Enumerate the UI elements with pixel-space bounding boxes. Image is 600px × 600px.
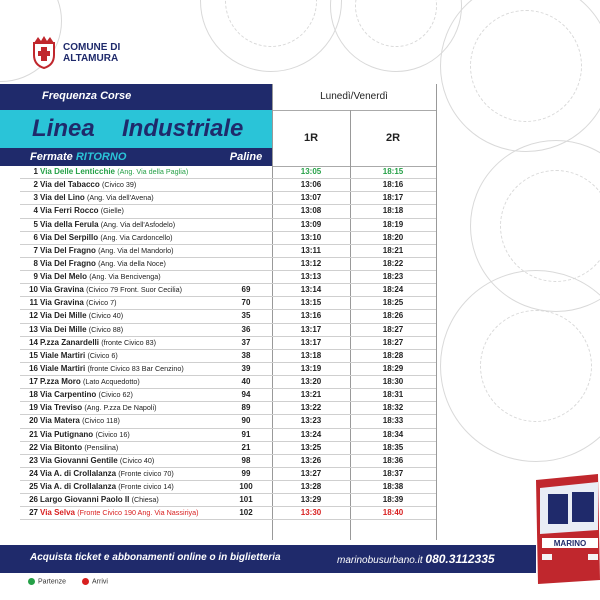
stop-street: Via Carpentino (40, 390, 97, 400)
stop-detail: (Ang. Via Cardoncello) (100, 232, 173, 242)
table-row (20, 284, 436, 297)
table-row (20, 232, 436, 245)
table-row (20, 455, 436, 468)
stop-number: 8 (33, 258, 38, 268)
stop-number: 23 (29, 455, 38, 465)
table-row (20, 494, 436, 507)
stop-street: Via Ferri Rocco (40, 206, 99, 216)
time-run-1: 13:08 (300, 206, 322, 216)
time-run-2: 18:32 (382, 403, 404, 413)
pole-number: 35 (241, 311, 251, 321)
decorative-rosette (470, 10, 582, 122)
time-run-1: 13:19 (300, 363, 322, 373)
time-run-2: 18:40 (382, 508, 404, 518)
stop-detail: (Ang. Via dell'Avena) (86, 193, 154, 203)
time-run-1: 13:18 (300, 350, 322, 360)
pole-number: 37 (241, 337, 251, 347)
table-row (20, 271, 436, 284)
stop-street: Via A. di Crollalanza (40, 468, 117, 478)
org-line-2: ALTAMURA (63, 53, 119, 64)
time-run-1: 13:17 (300, 324, 322, 334)
time-run-2: 18:26 (382, 311, 404, 321)
pole-number: 99 (241, 468, 251, 478)
table-row (20, 402, 436, 415)
stop-number: 24 (29, 468, 38, 478)
time-run-1: 13:10 (300, 232, 322, 242)
time-run-1: 13:27 (300, 468, 322, 478)
stop-street: Via Dei Mille (40, 324, 87, 334)
stop-name (40, 415, 220, 427)
legend (28, 578, 122, 585)
stop-name (40, 363, 220, 375)
time-run-2: 18:31 (382, 390, 404, 400)
time-run-2: 18:27 (382, 324, 404, 334)
stop-street: Via Giovanni Gentile (40, 455, 118, 465)
decorative-rosette (500, 170, 600, 282)
time-run-1: 13:29 (300, 495, 322, 505)
stop-detail: (Civico 39) (101, 180, 137, 190)
pole-number: 94 (241, 390, 251, 400)
stop-street: Via Del Serpillo (40, 232, 99, 242)
time-run-1: 13:13 (300, 272, 322, 281)
pole-number: 39 (241, 363, 251, 373)
stop-street: P.zza Moro (40, 377, 81, 386)
stop-street: P.zza Zanardelli (40, 337, 99, 347)
stop-street: Via della Ferula (40, 219, 99, 229)
time-run-1: 13:28 (300, 482, 322, 491)
stop-name (40, 481, 220, 493)
time-run-2: 18:28 (382, 350, 404, 360)
table-row (20, 363, 436, 376)
line-word: Linea (32, 115, 95, 142)
pole-number: 91 (241, 429, 251, 439)
stop-street: Via Dei Mille (40, 311, 87, 321)
table-row (20, 507, 436, 520)
org-name (63, 42, 120, 64)
time-run-2: 18:37 (382, 468, 404, 478)
stop-detail: (Civico 79 Front. Suor Cecilia) (86, 285, 182, 295)
stop-number: 20 (29, 416, 38, 426)
line-title-band (0, 110, 272, 148)
stop-detail: (Civico 88) (88, 324, 124, 334)
table-row (20, 245, 436, 258)
time-run-1: 13:06 (300, 180, 322, 190)
time-run-2: 18:24 (382, 285, 404, 295)
time-run-2: 18:17 (382, 193, 404, 203)
time-run-2: 18:27 (382, 337, 404, 347)
stop-name (40, 166, 220, 178)
stop-number: 22 (29, 442, 38, 452)
stop-number: 6 (33, 232, 38, 242)
stop-number: 25 (29, 482, 38, 491)
time-run-1: 13:12 (300, 258, 322, 268)
time-run-1: 13:09 (300, 219, 322, 229)
stop-name (40, 258, 220, 270)
time-run-1: 13:17 (300, 337, 322, 347)
stop-number: 18 (29, 390, 38, 400)
table-row (20, 166, 436, 179)
time-run-1: 13:21 (300, 390, 322, 400)
stop-name (40, 337, 220, 349)
time-run-1: 13:23 (300, 416, 322, 426)
table-row (20, 258, 436, 271)
stop-street: Via Putignano (40, 429, 94, 439)
stop-street: Via del Lino (40, 193, 85, 203)
time-run-2: 18:38 (382, 482, 404, 491)
stop-name (40, 219, 220, 231)
pole-number: 100 (239, 482, 253, 491)
stops-header (0, 148, 220, 166)
stop-street: Viale Martiri (40, 363, 86, 373)
table-row (20, 179, 436, 192)
table-row (20, 415, 436, 428)
stop-name (40, 324, 220, 336)
pole-number: 38 (241, 350, 251, 360)
table-row (20, 468, 436, 481)
pole-number: 89 (241, 403, 251, 413)
time-run-1: 13:20 (300, 377, 322, 386)
time-run-2: 18:39 (382, 495, 404, 505)
stop-detail: (Civico 40) (119, 455, 155, 465)
contact-info (337, 552, 495, 566)
timetable (20, 166, 436, 520)
stop-street: Via Selva (40, 508, 75, 518)
website-link[interactable]: marinobusurbano.it (337, 555, 423, 566)
stop-detail: (Lato Acquedotto) (82, 377, 140, 386)
coat-of-arms-icon (30, 35, 58, 69)
time-run-1: 13:24 (300, 429, 322, 439)
stop-number: 19 (29, 403, 38, 413)
time-run-1: 13:07 (300, 193, 322, 203)
time-run-1: 13:16 (300, 311, 322, 321)
phone-number: 080.3112335 (425, 552, 495, 566)
stop-detail: (Chiesa) (131, 495, 159, 505)
stop-number: 9 (33, 272, 38, 281)
stop-name (40, 192, 220, 204)
stop-number: 10 (29, 285, 38, 295)
time-run-2: 18:23 (382, 272, 404, 281)
stop-street: Via Gravina (40, 285, 84, 295)
time-run-1: 13:25 (300, 442, 322, 452)
stop-street: Via A. di Crollalanza (40, 482, 117, 491)
stop-name (40, 245, 220, 257)
time-run-2: 18:30 (382, 377, 404, 386)
stop-name (40, 376, 220, 388)
pole-number: 90 (241, 416, 251, 426)
stop-name (40, 232, 220, 244)
time-run-2: 18:29 (382, 363, 404, 373)
direction-label: RITORNO (75, 151, 127, 163)
table-row (20, 442, 436, 455)
pole-number: 102 (239, 508, 253, 518)
stop-number: 15 (29, 350, 38, 360)
stop-detail: (Civico 118) (82, 416, 120, 426)
legend-arrivals (82, 578, 108, 585)
time-run-2: 18:19 (382, 219, 404, 229)
stop-detail: (Ang. Via dell'Asfodelo) (100, 219, 176, 229)
stop-detail: (Pensilina) (84, 442, 119, 452)
stop-name (40, 468, 220, 480)
days-header: Lunedì/Venerdì (272, 84, 436, 111)
stop-street: Largo Giovanni Paolo II (40, 495, 130, 505)
red-dot-icon (82, 578, 89, 585)
stop-street: Viale Martiri (40, 350, 86, 360)
legend-departures (28, 578, 66, 585)
time-run-1: 13:22 (300, 403, 322, 413)
stop-detail: (Civico 7) (86, 298, 117, 308)
stop-name (40, 402, 220, 414)
table-row (20, 219, 436, 232)
stop-detail: (Fronte civico 14) (118, 482, 174, 491)
stop-number: 1 (33, 167, 38, 176)
stop-street: Via Delle Lenticchie (40, 167, 115, 176)
ticket-info: Acquista ticket e abbonamenti online o in biglietteria (30, 552, 281, 563)
time-run-2: 18:16 (382, 180, 404, 190)
table-row (20, 337, 436, 350)
stop-detail: (fronte Civico 83 Bar Cenzino) (87, 363, 184, 373)
line-name: Industriale (122, 115, 244, 142)
bus-brand: MARINO (553, 539, 587, 548)
pole-number: 101 (239, 495, 253, 505)
stop-detail: (Civico 16) (95, 429, 130, 439)
time-run-2: 18:15 (382, 167, 404, 176)
table-row (20, 192, 436, 205)
run-1-header: 1R (272, 110, 350, 167)
stop-number: 12 (29, 311, 38, 321)
stop-name (40, 271, 220, 283)
stop-name (40, 350, 220, 362)
stop-street: Via Del Melo (40, 272, 87, 281)
frequency-header (0, 84, 272, 110)
stop-name (40, 310, 220, 322)
stop-number: 13 (29, 324, 38, 334)
stop-name (40, 507, 220, 519)
stop-number: 26 (29, 495, 38, 505)
pole-number: 98 (241, 455, 251, 465)
frequency-label: Frequenza Corse (42, 90, 132, 102)
time-run-1: 13:11 (300, 245, 322, 255)
stops-label: Fermate (30, 151, 73, 163)
pole-number: 36 (241, 324, 251, 334)
stop-number: 27 (29, 508, 38, 518)
stop-detail: (Fronte Civico 190 Ang. Via Nassiriya) (77, 508, 199, 518)
stop-name (40, 442, 220, 454)
table-row (20, 376, 436, 389)
stop-name (40, 284, 220, 296)
table-row (20, 429, 436, 442)
table-row (20, 297, 436, 310)
stop-name (40, 389, 220, 401)
stop-detail: (Fronte civico 70) (118, 468, 174, 478)
org-line-1: COMUNE DI (63, 42, 121, 53)
table-row (20, 389, 436, 402)
table-row (20, 324, 436, 337)
time-run-2: 18:35 (382, 442, 404, 452)
stop-number: 21 (29, 429, 38, 439)
stop-number: 3 (33, 193, 38, 203)
time-run-1: 13:05 (300, 167, 322, 176)
stop-detail: (Gielle) (100, 206, 124, 216)
stop-name (40, 494, 220, 506)
stop-street: Via del Tabacco (40, 180, 100, 190)
time-run-2: 18:22 (382, 258, 404, 268)
stop-name (40, 429, 220, 441)
stop-number: 7 (33, 245, 38, 255)
stop-number: 2 (33, 180, 38, 190)
stop-street: Via Treviso (40, 403, 83, 413)
stop-number: 11 (29, 298, 38, 308)
stop-street: Via Del Fragno (40, 245, 96, 255)
run-2-header: 2R (350, 110, 436, 167)
pole-number: 69 (241, 285, 251, 295)
stop-name (40, 455, 220, 467)
time-run-1: 13:26 (300, 455, 322, 465)
green-dot-icon (28, 578, 35, 585)
bus-icon (528, 470, 600, 585)
pole-number: 21 (241, 442, 251, 452)
time-run-2: 18:34 (382, 429, 404, 439)
stop-number: 4 (33, 206, 38, 216)
time-run-1: 13:30 (300, 508, 322, 518)
stop-name (40, 179, 220, 191)
legend-departures-label: Partenze (38, 578, 67, 586)
stop-detail: (Civico 62) (98, 390, 133, 400)
time-run-1: 13:14 (300, 285, 322, 295)
time-run-2: 18:33 (382, 416, 404, 426)
time-run-2: 18:18 (382, 206, 404, 216)
table-row (20, 310, 436, 323)
stop-number: 5 (33, 219, 38, 229)
stop-name (40, 297, 220, 309)
stop-detail: (Civico 6) (87, 350, 118, 360)
column-divider (436, 84, 437, 540)
stop-detail: (fronte Civico 83) (101, 337, 156, 347)
pole-number: 70 (241, 298, 251, 308)
time-run-1: 13:15 (300, 298, 322, 308)
legend-arrivals-label: Arrivi (91, 578, 108, 586)
paline-header: Paline (220, 148, 272, 166)
time-run-2: 18:21 (382, 245, 404, 255)
table-row (20, 205, 436, 218)
stop-detail: (Ang. Via della Noce) (98, 258, 166, 268)
stop-number: 16 (29, 363, 38, 373)
stop-street: Via Gravina (40, 298, 84, 308)
stop-detail: (Ang. Via della Paglia) (117, 167, 189, 176)
time-run-2: 18:20 (382, 232, 404, 242)
stop-detail: (Ang. P.zza De Napoli) (84, 403, 157, 413)
stop-name (40, 205, 220, 217)
time-run-2: 18:36 (382, 455, 404, 465)
table-row (20, 350, 436, 363)
stop-detail: (Ang. Via del Mandorlo) (98, 245, 174, 255)
stop-detail: (Civico 40) (88, 311, 124, 321)
time-run-2: 18:25 (382, 298, 404, 308)
stop-detail: (Ang. Via Bencivenga) (89, 272, 161, 281)
stop-street: Via Matera (40, 416, 80, 426)
stop-number: 14 (29, 337, 38, 347)
logo (30, 35, 140, 75)
stops-header-text (30, 151, 126, 163)
table-row (20, 481, 436, 494)
stop-street: Via Bitonto (40, 442, 83, 452)
stop-street: Via Del Fragno (40, 258, 96, 268)
pole-number: 40 (241, 377, 251, 386)
stop-number: 17 (29, 377, 38, 386)
footer-band (0, 545, 536, 573)
decorative-rosette (480, 310, 592, 422)
